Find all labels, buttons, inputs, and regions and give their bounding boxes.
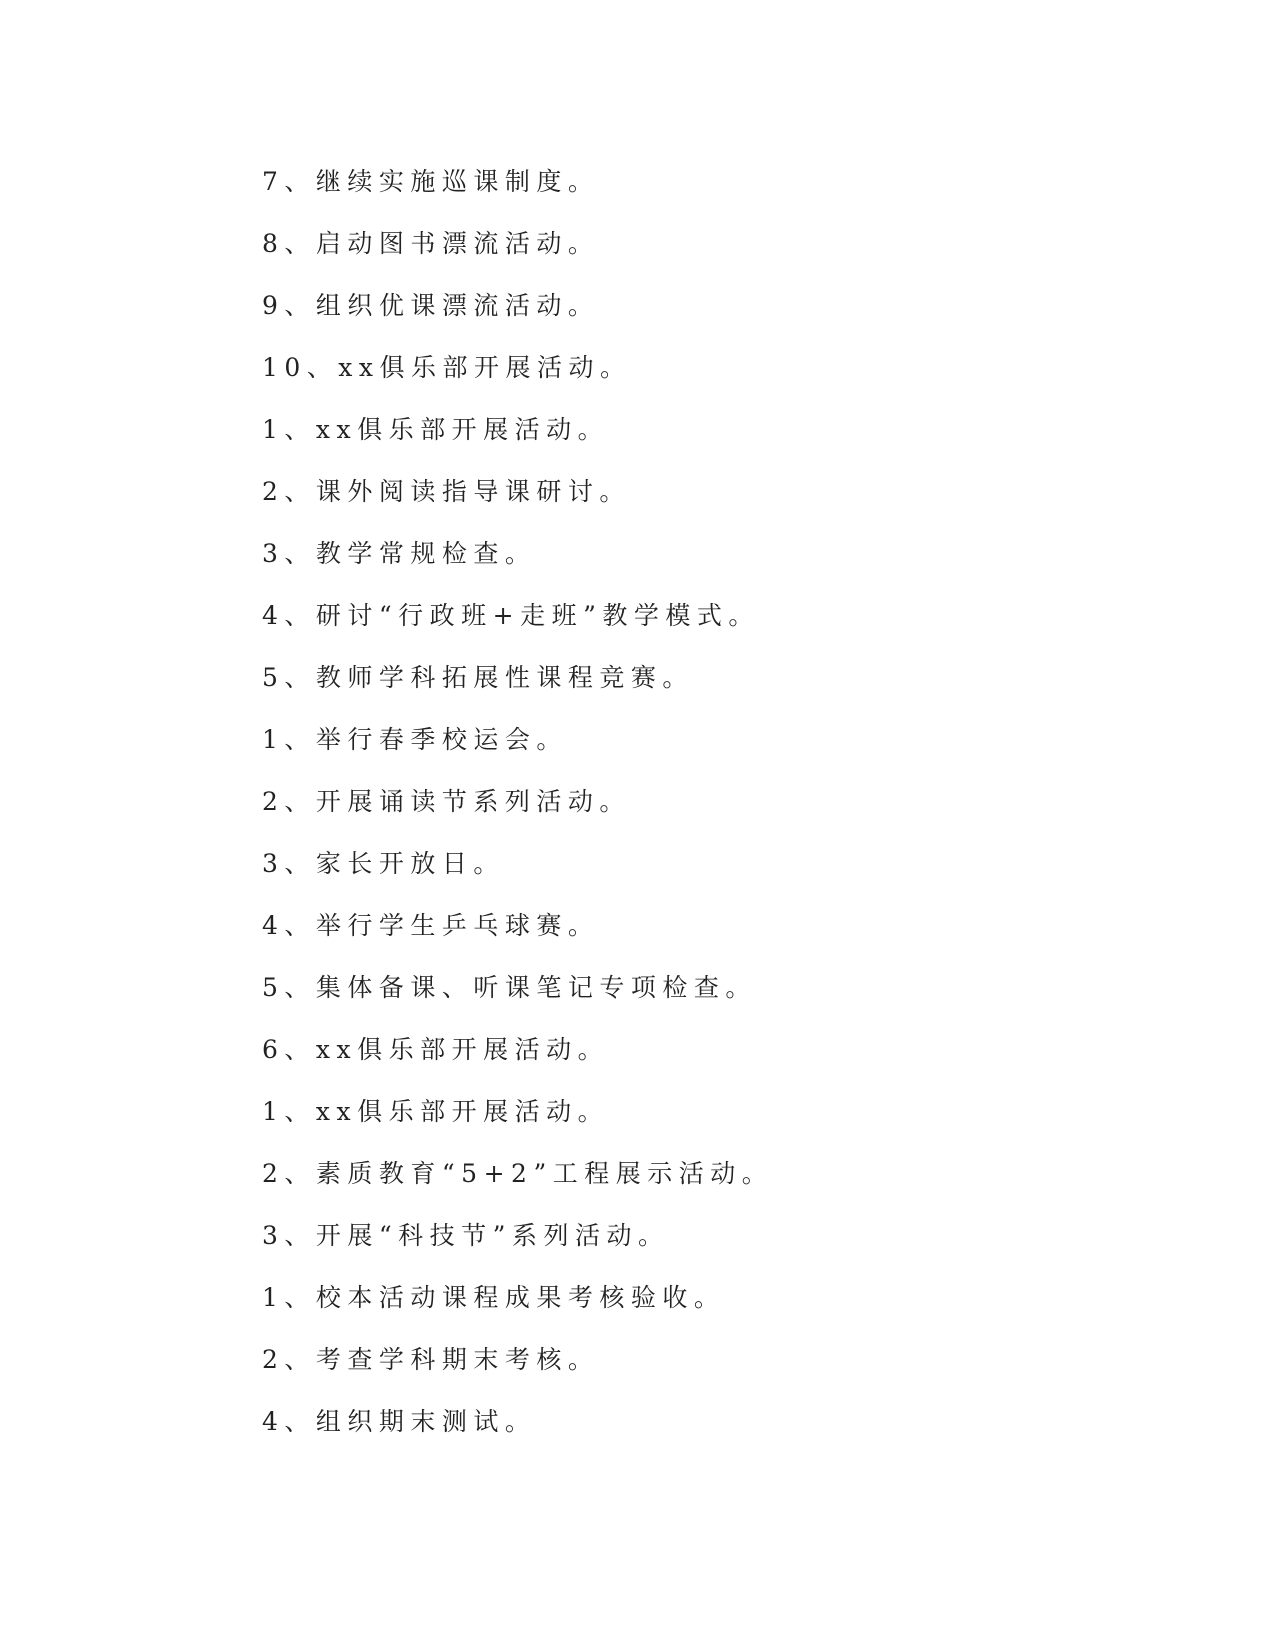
list-item: 9、组织优课漂流活动。 — [262, 291, 600, 320]
list-item: 2、课外阅读指导课研讨。 — [262, 477, 631, 506]
list-item: 3、开展“科技节”系列活动。 — [262, 1221, 670, 1250]
list-item: 1、举行春季校运会。 — [262, 725, 568, 754]
list-item: 4、研讨“行政班+走班”教学模式。 — [262, 601, 760, 630]
list-item: 4、举行学生乒乓球赛。 — [262, 911, 600, 940]
list-item: 7、继续实施巡课制度。 — [262, 167, 600, 196]
list-item: 8、启动图书漂流活动。 — [262, 229, 600, 258]
activity-list — [262, 162, 1162, 1464]
list-item: 2、开展诵读节系列活动。 — [262, 787, 631, 816]
list-item: 10、xx俱乐部开展活动。 — [262, 353, 632, 382]
list-item: 2、素质教育“5+2”工程展示活动。 — [262, 1159, 774, 1188]
list-item: 2、考查学科期末考核。 — [262, 1345, 600, 1374]
list-item: 4、组织期末测试。 — [262, 1407, 537, 1436]
list-item: 1、xx俱乐部开展活动。 — [262, 415, 610, 444]
list-item: 5、集体备课、听课笔记专项检查。 — [262, 973, 757, 1002]
list-item: 5、教师学科拓展性课程竞赛。 — [262, 663, 694, 692]
list-item: 3、教学常规检查。 — [262, 539, 537, 568]
list-item: 1、xx俱乐部开展活动。 — [262, 1097, 610, 1126]
list-item: 6、xx俱乐部开展活动。 — [262, 1035, 610, 1064]
list-item: 3、家长开放日。 — [262, 849, 505, 878]
list-item: 1、校本活动课程成果考核验收。 — [262, 1283, 726, 1312]
